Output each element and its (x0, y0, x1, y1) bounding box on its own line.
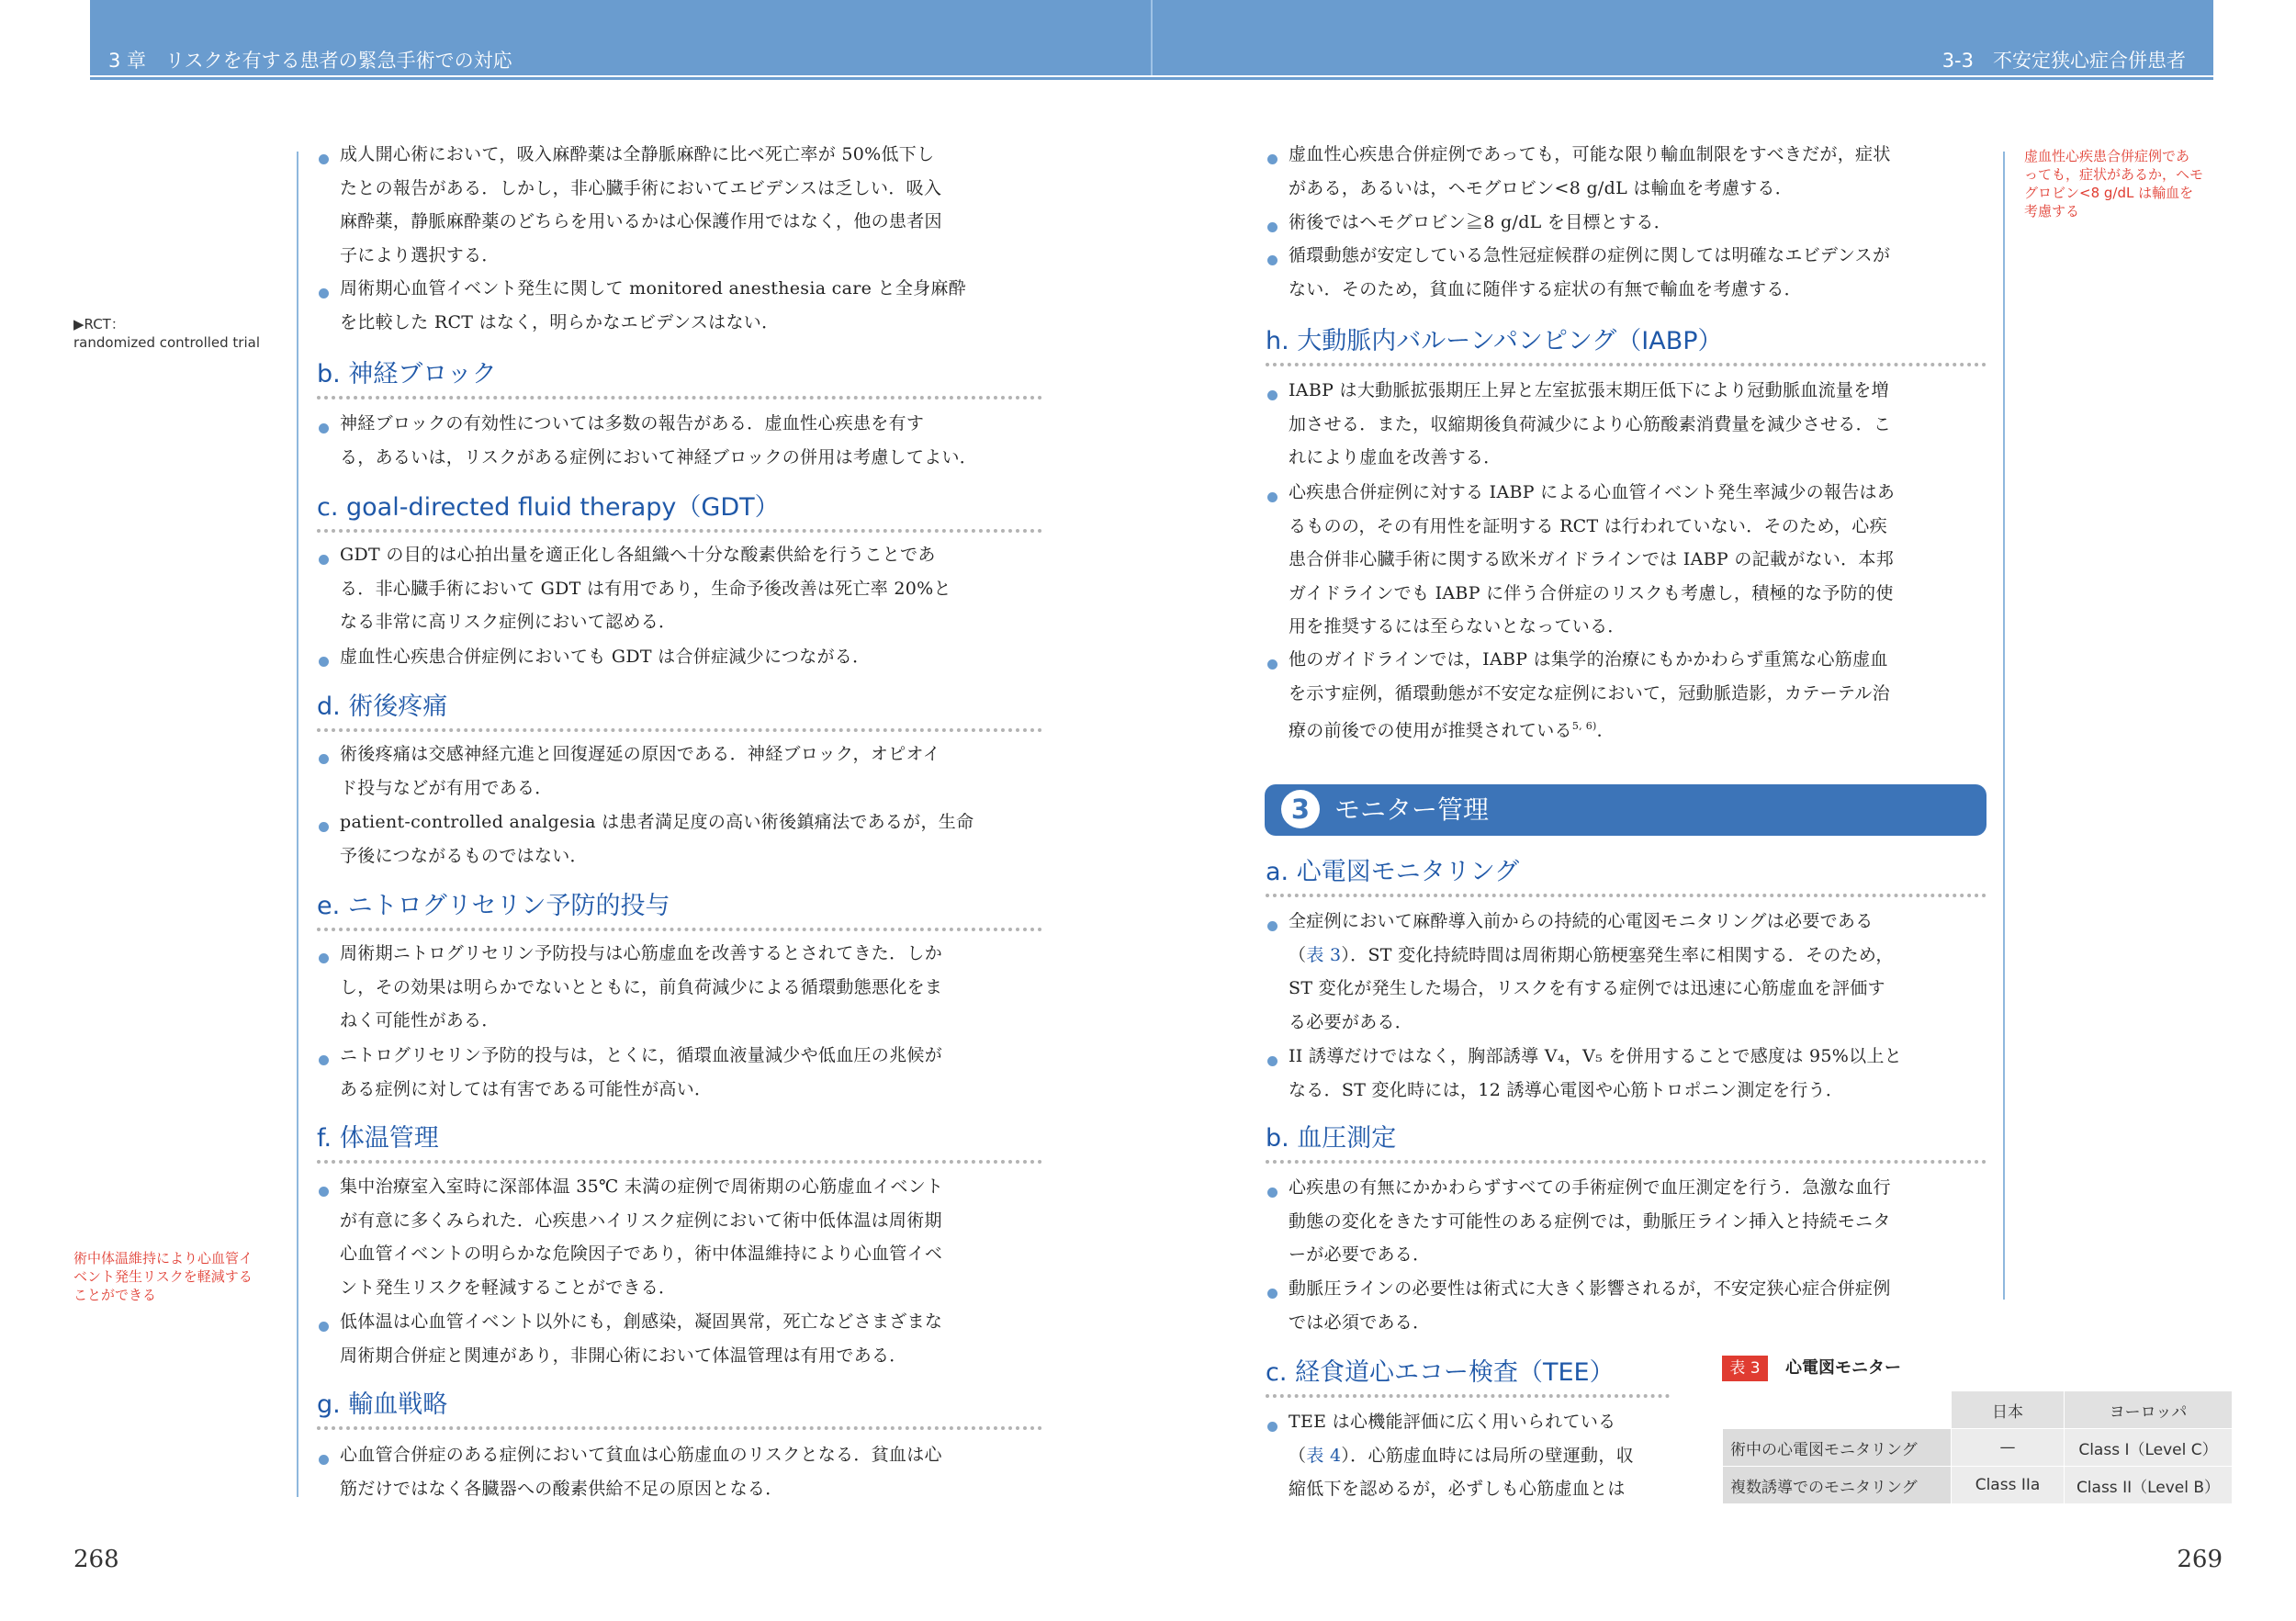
page-number-right: 269 (2177, 1546, 2223, 1573)
heading-rule (317, 728, 1042, 732)
heading-rule (317, 529, 1042, 533)
bullet-icon (1267, 1422, 1277, 1432)
gdt-paragraph-1: GDT の目的は心拍出量を適正化し各組織へ十分な酸素供給を行うことであ る．非心臓手術において GDT は有用であり，生命予後改善は死亡率 20%と なる非常に高リスク症例において認める． (340, 545, 951, 632)
bullet-icon (319, 754, 329, 764)
bullet-icon (319, 822, 329, 832)
cell-europe: Class II（Level B） (2065, 1467, 2233, 1504)
heading-ecg-monitoring: a. 心電図モニタリング (1266, 858, 1520, 886)
transfusion-paragraph-3: 術後ではヘモグロビン≧8 g/dL を目標とする． (1289, 212, 1672, 232)
bullet-icon (1267, 222, 1277, 232)
iabp-paragraph-3-end: ． (1596, 720, 1615, 741)
table-corner-cell (1723, 1391, 1952, 1429)
bullet-icon (1267, 492, 1277, 502)
heading-rule (317, 1160, 1042, 1164)
bp-paragraph-1: 心疾患の有無にかかわらずすべての手術症例で血圧測定を行う．急激な血行 動態の変化をきたす可能性のある症例では，動脈圧ライン挿入と持続モニタ ーが必要である． (1289, 1177, 1891, 1265)
gdt-paragraph-2: 虚血性心疾患合併症例においても GDT は合併症減少につながる． (340, 647, 871, 667)
right-margin-rule (2003, 152, 2005, 1300)
table-row (1723, 1429, 2233, 1467)
section-title: 3-3 不安定狭心症合併患者 (1941, 50, 2186, 72)
table3-reference-link[interactable]: 表 3 (1306, 944, 1342, 965)
heading-rule (1266, 1160, 1986, 1164)
iabp-reference: 5, 6) (1571, 720, 1597, 732)
heading-rule (317, 396, 1042, 400)
nitroglycerin-paragraph-1: 周術期ニトログリセリン予防投与は心筋虚血を改善するとされてきた．しか し，その効果は明らかでないとともに，前負荷減少による循環動態悪化をま ねく可能性がある． (340, 943, 943, 1030)
heading-rule (317, 928, 1042, 931)
ecg-paragraph-2: II 誘導だけではなく，胸部誘導 V₄，V₅ を併用することで感度は 95%以上と なる．ST 変化時には，12 誘導心電図や心筋トロポニン測定を行う． (1289, 1046, 1902, 1100)
iabp-paragraph-3 (1289, 643, 1890, 748)
heading-nerve-block: b. 神経ブロック (317, 360, 497, 388)
left-margin-rule (297, 152, 298, 1497)
heading-rule (317, 1426, 1042, 1430)
table3-badge: 表 3 (1722, 1356, 1768, 1381)
bullet-icon (319, 555, 329, 565)
bp-paragraph-2: 動脈圧ラインの必要性は術式に大きく影響されるが，不安定狭心症合併症例 では必須である． (1289, 1278, 1891, 1333)
temperature-paragraph-1: 集中治療室入室時に深部体温 35℃ 未満の症例で周術期の心筋虚血イベント が有意に多くみられた．心疾患ハイリスク症例において術中低体温は周術期 心血管イベントの明らかな危険因子であり，術中体温維持により心血管イベ ント発生リスクを軽減することができる． (340, 1176, 944, 1298)
nerve-block-paragraph: 神経ブロックの有効性については多数の報告がある．虚血性心疾患を有す る，あるいは，リスクがある症例において神経ブロックの併用は考慮してよい． (340, 413, 978, 467)
ecg-monitor-table (1722, 1390, 2233, 1504)
column-header-japan: 日本 (1952, 1391, 2065, 1429)
ecg-paragraph-1-rest: ）．ST 変化持続時間は周術期心筋梗塞発生率に相関する．そのため， ST 変化が発生した場合，リスクを有する症例では迅速に心筋虚血を評価す る必要がある． (1289, 944, 1894, 1032)
section-banner-title: モニター管理 (1334, 794, 1490, 825)
column-header-europe: ヨーロッパ (2065, 1391, 2233, 1429)
bullet-icon (319, 154, 329, 164)
iabp-paragraph-1: IABP は大動脈拡張期圧上昇と左室拡張末期圧低下により冠動脈血流量を増 加させる．また，収縮期後負荷減少により心筋酸素消費量を減少させる．こ れにより虚血を改善する． (1289, 380, 1892, 467)
bullet-icon (1267, 255, 1277, 265)
cell-japan: — (1952, 1429, 2065, 1467)
heading-postop-pain: d. 術後疼痛 (317, 692, 448, 721)
table4-reference-link[interactable]: 表 4 (1306, 1445, 1342, 1466)
heading-blood-pressure: b. 血圧測定 (1266, 1124, 1397, 1153)
bullet-icon (319, 288, 329, 298)
bullet-icon (319, 423, 329, 433)
chapter-title: 3 章 リスクを有する患者の緊急手術での対応 (108, 50, 512, 72)
bullet-icon (1267, 390, 1277, 400)
heading-tee: c. 経食道心エコー検査（TEE） (1266, 1358, 1615, 1387)
tee-paragraph-1-line1: TEE は心機能評価に広く用いられている (1289, 1412, 1616, 1432)
bullet-icon (1267, 1056, 1277, 1066)
temperature-paragraph-2: 低体温は心血管イベント以外にも，創感染，凝固異常，死亡などさまざまな 周術期合併症と関連があり，非開心術において体温管理は有用である． (340, 1311, 943, 1366)
bullet-icon (319, 1455, 329, 1465)
cell-japan: Class IIa (1952, 1467, 2065, 1504)
heading-rule (1266, 363, 1986, 366)
section-banner-monitoring (1265, 784, 1986, 836)
heading-rule (1266, 1394, 1670, 1398)
heading-iabp: h. 大動脈内バルーンパンピング（IABP） (1266, 327, 1723, 355)
heading-transfusion: g. 輸血戦略 (317, 1390, 448, 1419)
transfusion-paragraph-2: 虚血性心疾患合併症例であっても，可能な限り輸血制限をすべきだが，症状 がある，あるいは，ヘモグロビン<8 g/dL は輸血を考慮する． (1289, 144, 1891, 198)
bullet-icon (1267, 1188, 1277, 1198)
rct-full: randomized controlled trial (73, 334, 260, 351)
bullet-icon (1267, 154, 1277, 164)
margin-note-rct (73, 315, 260, 352)
ecg-paragraph-1-line1: 全症例において麻酔導入前からの持続的心電図モニタリングは必要である (1289, 911, 1874, 931)
header-underline (90, 77, 2213, 80)
margin-note-hypothermia: 術中体温維持により心血管イ ベント発生リスクを軽減する ことができる (73, 1250, 253, 1303)
tee-paragraph-1 (1289, 1405, 1693, 1506)
intro-paragraph-1: 成人開心術において，吸入麻酔薬は全静脈麻酔に比べ死亡率が 50%低下し たとの報告がある．しかし，非心臓手術においてエビデンスは乏しい．吸入 麻酔薬，静脈麻酔薬のどちらを用いるかは心保護作用ではなく，他の患者因 子により選択する． (340, 144, 942, 265)
iabp-paragraph-2: 心疾患合併症例に対する IABP による心血管イベント発生率減少の報告はあ るものの，その有用性を証明する RCT は行われていない．そのため，心疾 患合併非心臓手術に関する欧米ガイドラインでは IABP の記載がない．本邦 ガイドラインでも IABP に伴う合併症のリスクも考慮し，積極的な予防的使 用を推奨するには至らないとなっている． (1289, 482, 1896, 636)
heading-temperature: f. 体温管理 (317, 1124, 439, 1153)
header-divider (1151, 0, 1153, 75)
row-label: 複数誘導でのモニタリング (1723, 1467, 1952, 1504)
transfusion-paragraph-4: 循環動態が安定している急性冠症候群の症例に関しては明確なエビデンスが ない．そのため，貧血に随伴する症状の有無で輸血を考慮する． (1289, 245, 1891, 299)
bullet-icon (319, 1187, 329, 1197)
postop-pain-paragraph-1: 術後疼痛は交感神経亢進と回復遅延の原因である．神経ブロック，オピオイ ド投与などが有用である． (340, 744, 941, 798)
bullet-icon (1267, 921, 1277, 931)
transfusion-paragraph-1: 心血管合併症のある症例において貧血は心筋虚血のリスクとなる．貧血は心 筋だけではなく各臓器への酸素供給不足の原因となる． (340, 1445, 942, 1499)
intro-paragraph-2: 周術期心血管イベント発生に関して monitored anesthesia care と全身麻酔 を比較した RCT はなく，明らかなエビデンスはない． (340, 278, 967, 332)
bullet-icon (319, 1322, 329, 1332)
row-label: 術中の心電図モニタリング (1723, 1429, 1952, 1467)
ecg-paragraph-1 (1289, 905, 1986, 1039)
nitroglycerin-paragraph-2: ニトログリセリン予防的投与は，とくに，循環血液量減少や低血圧の兆候が ある症例に対しては有害である可能性が高い． (340, 1045, 943, 1099)
bullet-icon (1267, 1289, 1277, 1299)
table-row (1723, 1467, 2233, 1504)
tee-paragraph-1-rest: ）．心筋虚血時には局所の壁運動，収 縮低下を認めるが，必ずしも心筋虚血とは (1289, 1445, 1634, 1499)
bullet-icon (1267, 659, 1277, 670)
heading-gdt: c. goal-directed fluid therapy（GDT） (317, 493, 780, 522)
table3-title: 心電図モニター (1785, 1358, 1901, 1378)
margin-note-transfusion: 虚血性心疾患合併症例であ っても，症状があるか，ヘモ グロビン<8 g/dL は輸血を 考慮する (2024, 148, 2204, 220)
ecg-ref-open: （ (1289, 944, 1307, 965)
heading-rule (1266, 894, 1986, 897)
page-number-left: 268 (73, 1546, 119, 1573)
cell-europe: Class I（Level C） (2065, 1429, 2233, 1467)
rct-abbr: ▶RCT： (73, 316, 125, 332)
heading-nitroglycerin: e. ニトログリセリン予防的投与 (317, 892, 670, 920)
bullet-icon (319, 657, 329, 667)
bullet-icon (319, 1055, 329, 1065)
iabp-paragraph-3-text: 他のガイドラインでは，IABP は集学的治療にもかかわらず重篤な心筋虚血 を示す症例，循環動態が不安定な症例において，冠動脈造影，カテーテル治 療の前後での使用が推奨されている (1289, 649, 1890, 741)
table-header-row (1723, 1391, 2233, 1429)
tee-ref-open: （ (1289, 1445, 1307, 1466)
section-number-badge: 3 (1281, 790, 1320, 828)
bullet-icon (319, 953, 329, 963)
postop-pain-paragraph-2: patient-controlled analgesia は患者満足度の高い術後鎮痛法であるが，生命 予後につながるものではない． (340, 812, 974, 866)
